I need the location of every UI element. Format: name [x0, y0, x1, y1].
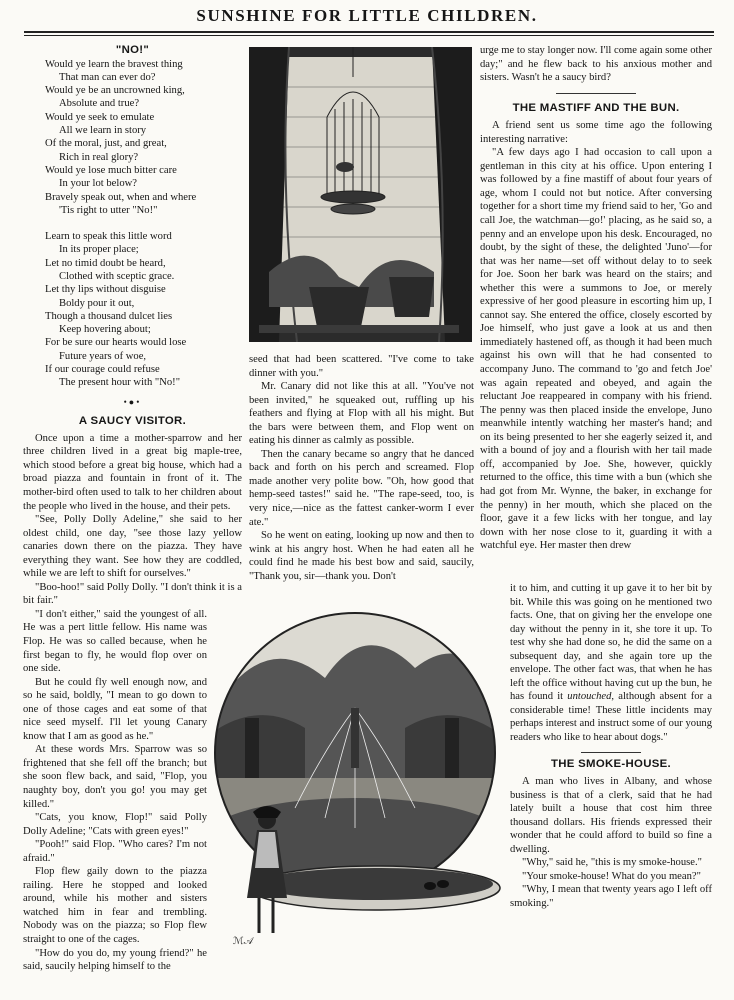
illustration-canary-window [249, 47, 472, 342]
paragraph: Mr. Canary did not like this at all. "You've not been invited," he squeaked out, ruffling up his feathers and flying at Flop with all his might. But the bars were between them, and Flop went on eating his dinner as calmly as possible. [249, 381, 474, 447]
poem-line: All we learn in story [59, 125, 147, 137]
paragraph: urge me to stay longer now. I'll come again some other day;" and he flew back to his anxious mother and sisters. Wasn't he a saucy bird? [480, 45, 712, 84]
paragraph: A man who lives in Albany, and whose business is that of a clerk, said that he had lately built a house that cost him three thousand dollars. His friends expressed their wonder that he could afford to build so fine a dwelling. [510, 776, 712, 855]
masthead: SUNSHINE FOR LITTLE CHILDREN. [196, 6, 538, 25]
poem-line: Would ye seek to emulate [45, 111, 155, 123]
paragraph: So he went on eating, looking up now and then to wink at his angry host. When he had eaten all he could find he made his best bow and said, saucily, "Thank you, sir—thank you. Don't [249, 530, 474, 582]
poem-line: In its proper place; [59, 244, 139, 256]
short-rule-2 [581, 752, 641, 753]
paragraph: "Cats, you know, Flop!" said Polly Dolly Adeline; "Cats with green eyes!" [23, 812, 207, 837]
poem-line: 'Tis right to utter "No!" [59, 204, 158, 216]
poem-line: Rich in real glory? [59, 151, 139, 163]
paragraph: "I don't either," said the youngest of all. He was a pert little fellow. His name was Flop. He was so called because, when he first began to fly, he would flop over on one side. [23, 608, 207, 675]
masthead-rule [24, 31, 714, 33]
poem-title: "NO!" [115, 44, 150, 56]
poem-line: Though a thousand dulcet lies [45, 310, 173, 322]
paragraph: Flop flew gaily down to the piazza railing. Here he stopped and looked around, while his mother and sisters watched him in fear and trembling. Nobody was on the piazza; so Flop flew straight to one of the cages. [23, 866, 207, 945]
illustration-fountain [205, 588, 505, 958]
paragraph: "Why, I mean that twenty years ago I left off smoking." [510, 884, 712, 910]
text-run: it to him, and cutting it up gave it to her bit by bit. While this was going on he mentioned two facts. One, that on giving her the envelope one day without the penny in it, she tore it up. To test why she had done so, he did the same on a subsequent day, and she again tore up the envelope. The other fact was, that when he has left the office without having cut up the bun, he has found it [510, 583, 712, 703]
poem-line: For be sure our hearts would lose [45, 337, 187, 349]
paragraph: A friend sent us some time ago the following interesting narrative: [480, 120, 712, 145]
column-right [480, 44, 712, 553]
story-title-smoke: THE SMOKE-HOUSE. [551, 757, 671, 770]
poem-line: Let thy lips without disguise [45, 284, 166, 296]
poem-line: That man can ever do? [59, 71, 156, 83]
paragraph: "Boo-hoo!" said Polly Dolly. "I don't think it is a bit fair." [23, 581, 242, 607]
smoke-text [510, 775, 712, 910]
svg-text:ℳ𝒜: ℳ𝒜 [233, 936, 254, 947]
text-run: , although absent for a considerable time! These little incidents may perhaps interest and instruct some of our young readers who like to hear about dogs." [510, 691, 712, 744]
italic-word: untouched [567, 691, 612, 703]
short-rule [556, 93, 636, 94]
poem-line: Of the moral, just, and great, [45, 138, 167, 150]
story-title-mastiff: THE MASTIFF AND THE BUN. [512, 101, 680, 114]
poem-line: Absolute and true? [59, 98, 140, 110]
paragraph: "See, Polly Dolly Adeline," she said to her oldest child, one day, "see those lazy yellow canaries down there on the piazza. They have everything they want. See how they are coddled, while we are left to shift for ourselves." [23, 514, 242, 580]
poem-line: Future years of woe, [59, 350, 147, 362]
paragraph: "A few days ago I had occasion to call upon a gentleman in this city at his office. Upon entering I was followed by a fine mastiff of about four years of age, whom I could not but notice. After conversing together for a short time my friend said to her, 'Go and call Joe, the watchman—go!' placing, as he said so, a penny and an envelope upon his desk. Encouraged, no doubt, by the sight of these, the delighted 'Juno'—for that was her name—set off without delay to to seek for Joe. Soon her bark was heard on the stairs; and whether this were a summons to Joe, or merely expressive of her good pleasure in escorting him up, I cannot say. She entered the office, closely escorted by Joe himself, who just gave a look at us and then immediately hastened off, as though it had been much against his own will that he had consented to accompany Juno. The command to 'go and fetch Joe' was again repeated and obeyed, and again the reluctant Joe reappeared in company with his friend. The penny was then placed inside the envelope, Juno meanwhile intently watching her master's hand; and on its being presented to her she eagerly seized it, and with a bound of joy and a flourish with her tail made off, accompanied by Joe. She, however, quickly returned to the office, this time with a bun (which she had got from Mr. Wynne, the baker, in exchange for the penny) in her mouth, which she placed on the floor, gave it a few licks with her tongue, and lay down with her nose close to it, guarding it with a watchful eye. Her master then drew [480, 147, 712, 552]
paragraph: "Pooh!" said Flop. "Who cares? I'm not afraid." [23, 839, 207, 864]
poem-line: Would ye lose much bitter care [45, 164, 177, 176]
poem-line: The present hour with "No!" [59, 377, 181, 389]
poem-line: Learn to speak this little word [45, 231, 172, 243]
column-right-narrow [510, 582, 712, 911]
paragraph: Once upon a time a mother-sparrow and her three children lived in a great big maple-tree, which stood before a great big house, which had a broad piazza and fountain in front of it. The mother-bird often used to talk to her children about the people who lived in the house, and their pets. [23, 432, 242, 512]
paragraph: At these words Mrs. Sparrow was so frightened that she fell off the branch; but she soon flew back, and said, "Flop, you naughty boy, don't you go! you may get killed." [23, 744, 207, 810]
column-middle [249, 353, 474, 583]
paragraph [510, 582, 712, 745]
poem-line: Let no timid doubt be heard, [45, 257, 166, 269]
masthead-rule-thin [24, 35, 714, 36]
saucy-column-3 [480, 44, 712, 85]
poem-no [23, 58, 242, 390]
poem-line: Would ye learn the bravest thing [45, 58, 183, 70]
paragraph: "How do you do, my young friend?" he said, saucily helping himself to the [23, 947, 207, 973]
stanza-gap [23, 217, 242, 230]
paragraph: seed that had been scattered. "I've come to take dinner with you." [249, 354, 474, 379]
mastiff-text-narrow [510, 582, 712, 745]
poem-line: Keep hovering about; [59, 324, 151, 336]
mastiff-text [480, 119, 712, 553]
paragraph: But he could fly well enough now, and so he said, boldly, "I mean to go down to one of those cages and eat some of that nice seed myself. I'll let young Canary know that I am as good as he." [23, 676, 207, 742]
poem-line: Boldy pour it out, [59, 297, 135, 309]
paragraph: Then the canary became so angry that he danced back and forth on his perch and screamed. Flop made another very polite bow. "Oh, how good that hemp-seed tastes!" said he. "The rape-seed, too, is very nice,—nice as the fattest canker-worm I ever ate." [249, 448, 474, 528]
paragraph: "Why," said he, "this is my smoke-house." [522, 857, 702, 869]
paragraph: "Your smoke-house! What do you mean?" [522, 870, 701, 882]
ornament-divider: •●• [123, 396, 142, 407]
poem-line: Would ye be an uncrowned king, [45, 85, 185, 97]
poem-line: If our courage could refuse [45, 364, 160, 376]
poem-line: In your lot below? [59, 178, 137, 190]
saucy-column-1-narrow [23, 608, 207, 974]
poem-line: Clothed with sceptic grace. [59, 271, 175, 282]
story-title-saucy: A SAUCY VISITOR. [78, 415, 187, 428]
poem-line: Bravely speak out, when and where [45, 191, 197, 203]
saucy-column-1 [23, 432, 242, 608]
